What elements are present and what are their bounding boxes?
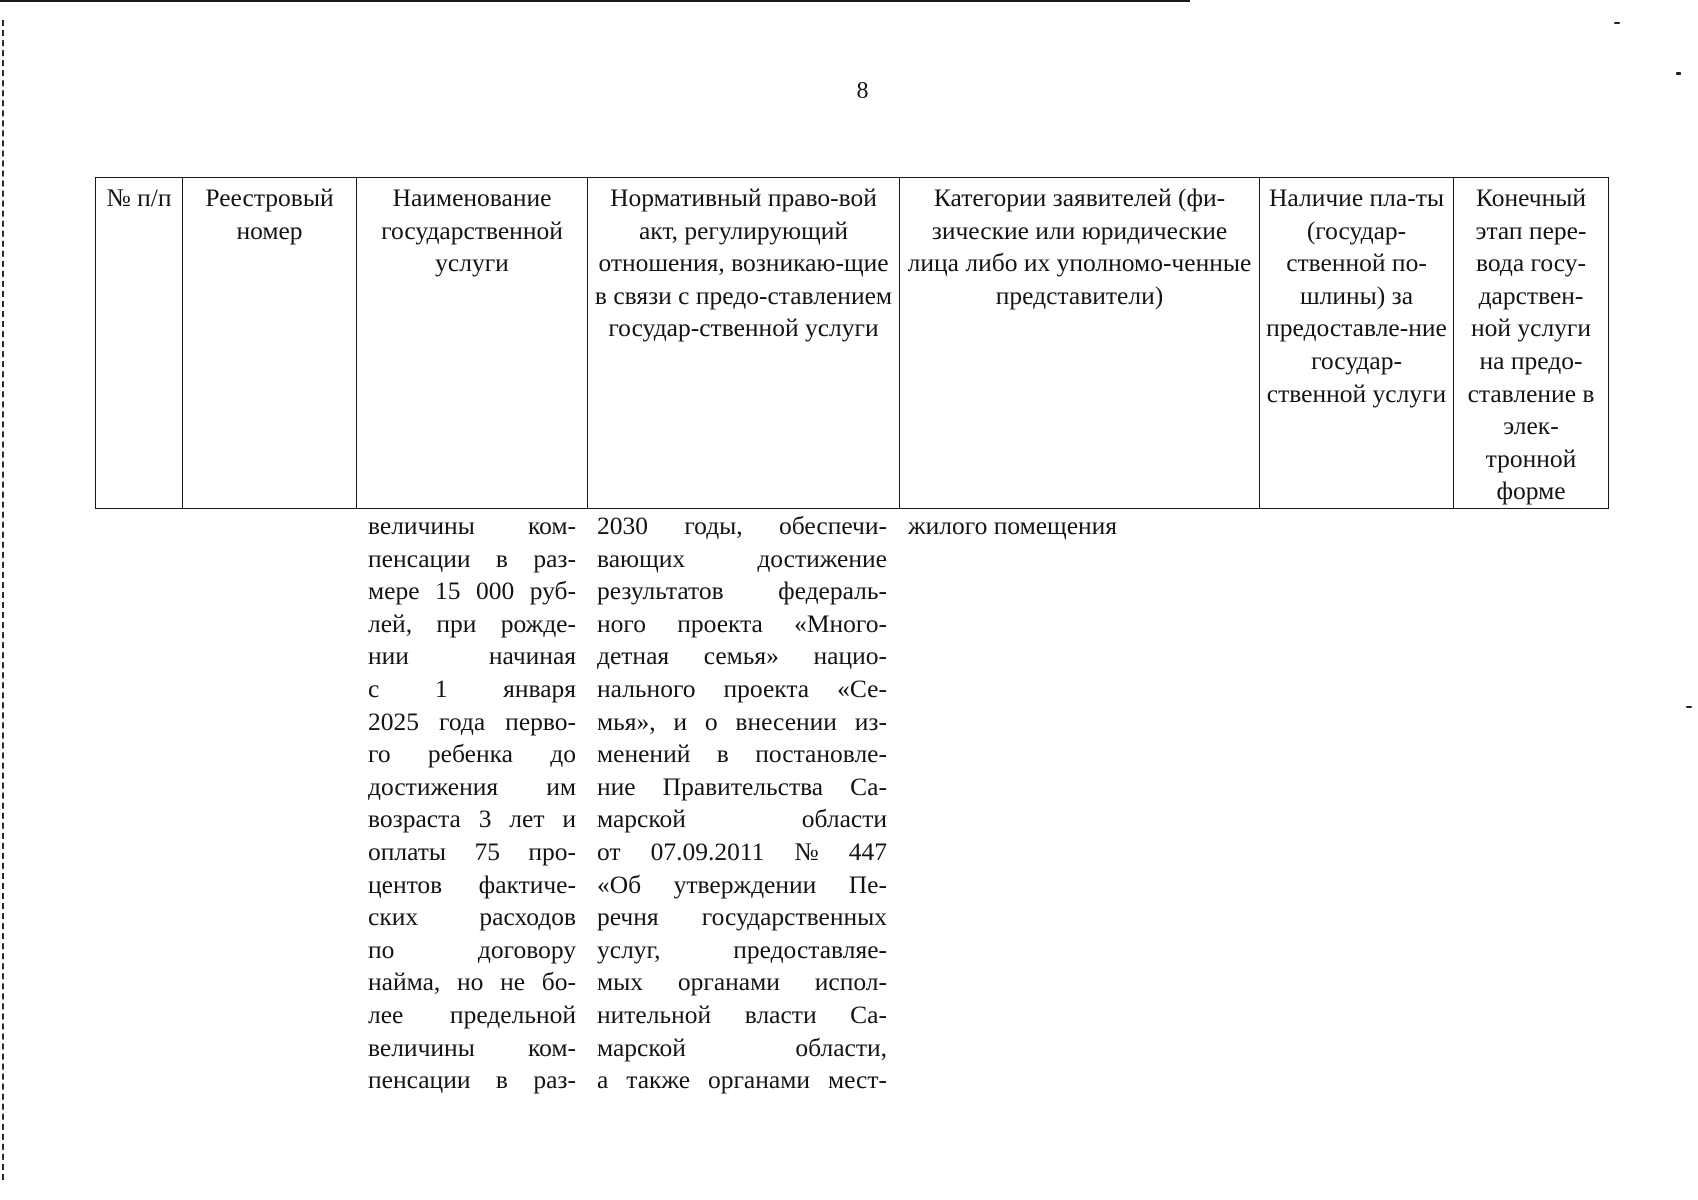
- text-line: мых органами испол-: [597, 967, 887, 997]
- text-line: менений в постановле-: [597, 739, 887, 769]
- text-line: 2030 годы, обеспечи-: [597, 511, 887, 540]
- text-line: лей, при рожде-: [368, 608, 576, 638]
- text-line: возраста 3 лет и: [368, 804, 576, 834]
- text-line: вающих достижение: [597, 543, 887, 573]
- text-line: а также органами мест-: [597, 1065, 887, 1095]
- text-line: нительной власти Са-: [597, 999, 887, 1029]
- applicant-categories-continuation: [908, 510, 1248, 543]
- text-line: от 07.09.2011 № 447: [597, 836, 887, 866]
- text-line: ного проекта «Много-: [597, 608, 887, 638]
- text-line: го ребенка до: [368, 739, 576, 769]
- scan-speck: [1676, 72, 1681, 75]
- text-line: услуг, предоставляе-: [597, 934, 887, 964]
- text-line: нального проекта «Се-: [597, 673, 887, 703]
- text-line: по договору: [368, 934, 576, 964]
- scan-speck: [1614, 22, 1620, 24]
- col-header-fee: Наличие пла-ты (государ-ственной по-шлины) за предоставле-ние государ-ственной услуги: [1260, 178, 1454, 509]
- text-line: величины ком-: [368, 511, 576, 540]
- scan-edge-left: [2, 20, 6, 1180]
- text-line: ние Правительства Са-: [597, 771, 887, 801]
- table-header-row: [96, 178, 1609, 509]
- text-line: с 1 января: [368, 673, 576, 703]
- text-line: результатов федераль-: [597, 576, 887, 606]
- text-line: «Об утверждении Пе-: [597, 869, 887, 899]
- text-line: величины ком-: [368, 1032, 576, 1062]
- col-header-registry-number: Реестровый номер: [183, 178, 357, 509]
- legal-act-continuation: [597, 510, 887, 1097]
- text-line: пенсации в раз-: [368, 1065, 576, 1095]
- col-header-service-name: Наименование государственной услуги: [357, 178, 588, 509]
- text-line: лее предельной: [368, 999, 576, 1029]
- service-name-continuation: [368, 510, 576, 1097]
- page-number: 8: [856, 78, 869, 104]
- text-line: достижения им: [368, 771, 576, 801]
- scan-speck: [1686, 706, 1692, 708]
- text-line: 2025 года перво-: [368, 706, 576, 736]
- col-header-electronic-stage: Конечный этап пере-вода госу-дарствен-ной услуги на предо-ставление в элек-тронной форме: [1454, 178, 1609, 509]
- text-line: марской области: [597, 804, 887, 834]
- col-header-applicant-categories: Категории заявителей (фи-зические или юридические лица либо их уполномо-ченные представители): [900, 178, 1260, 509]
- col-header-number: № п/п: [96, 178, 183, 509]
- text-line: жилого помещения: [908, 511, 1118, 540]
- text-line: найма, но не бо-: [368, 967, 576, 997]
- text-line: речня государственных: [597, 902, 887, 932]
- text-line: детная семья» нацио-: [597, 641, 887, 671]
- text-line: марской области,: [597, 1032, 887, 1062]
- text-line: пенсации в раз-: [368, 543, 576, 573]
- text-line: оплаты 75 про-: [368, 836, 576, 866]
- text-line: мья», и о внесении из-: [597, 706, 887, 736]
- text-line: мере 15 000 руб-: [368, 576, 576, 606]
- text-line: нии начиная: [368, 641, 576, 671]
- text-line: центов фактиче-: [368, 869, 576, 899]
- scan-edge-top: [0, 0, 1190, 2]
- col-header-legal-act: Нормативный право-вой акт, регулирующий отношения, возникаю-щие в связи с предо-ставлением государ-ственной услуги: [588, 178, 900, 509]
- services-table-header: [95, 177, 1609, 509]
- text-line: ских расходов: [368, 902, 576, 932]
